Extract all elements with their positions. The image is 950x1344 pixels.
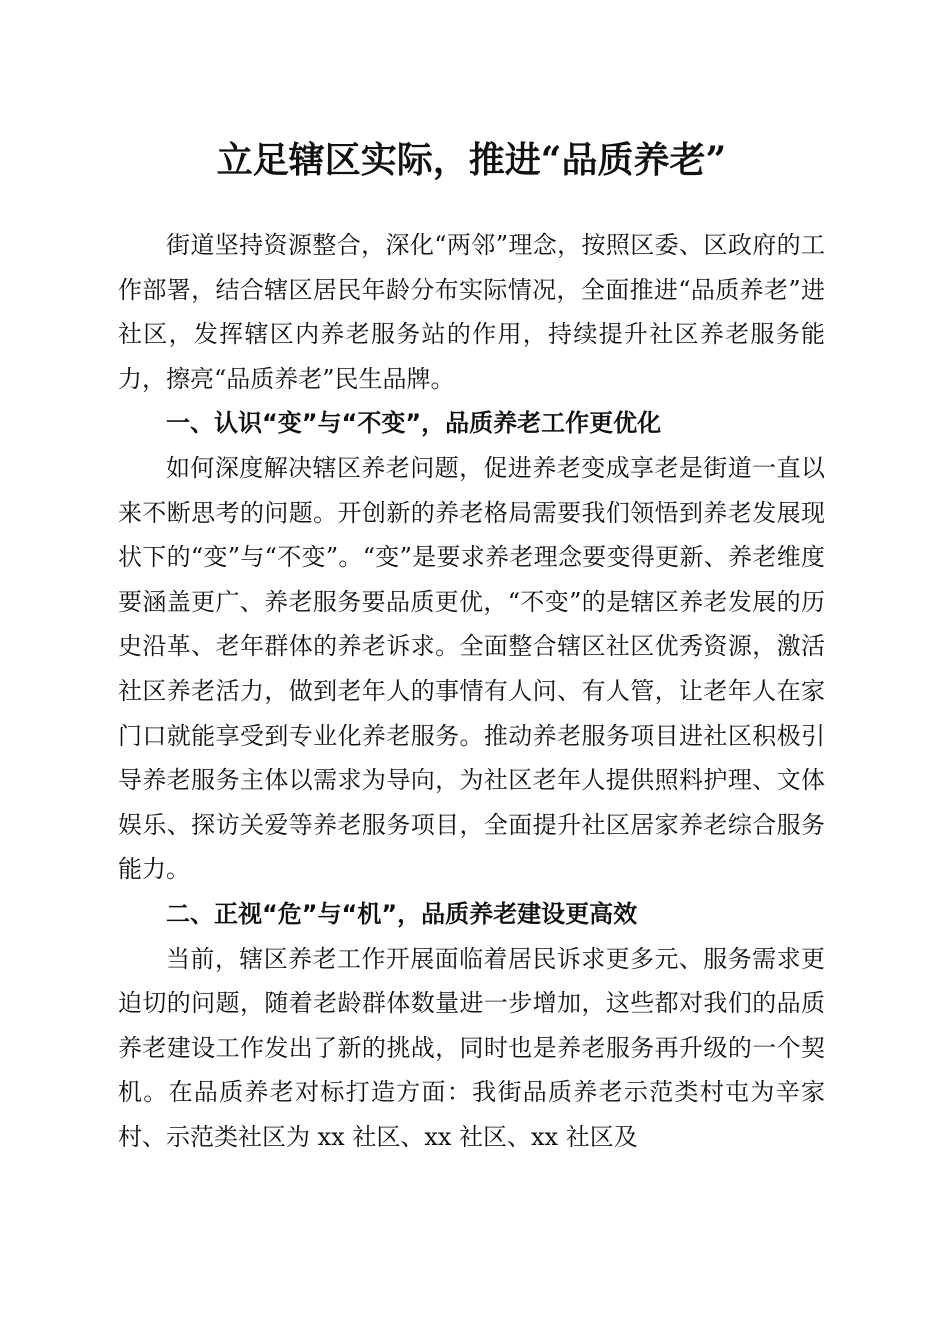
document-title: 立足辖区实际，推进“品质养老” <box>216 139 727 181</box>
section-1-heading: 一、认识“变”与“不变”，品质养老工作更优化 <box>166 409 662 438</box>
section-2-heading: 二、正视“危”与“机”，品质养老建设更高效 <box>166 899 638 928</box>
section-2-paragraph: 当前，辖区养老工作开展面临着居民诉求更多元、服务需求更迫切的问题，随着老龄群体数量进一步增加，这些都对我们的品质养老建设工作发出了新的挑战，同时也是养老服务再升级的一个契机。在品质养老对标打造方面：我街品质养老示范类村屯为辛家村、示范类社区为 xx 社区、xx 社区、xx 社区及 <box>118 944 825 1151</box>
document-body <box>118 223 825 1159</box>
section-1-paragraph: 如何深度解决辖区养老问题，促进养老变成享老是街道一直以来不断思考的问题。开创新的养老格局需要我们领悟到养老发展现状下的“变”与“不变”。“变”是要求养老理念要变得更新、养老维度要涵盖更广、养老服务要品质更优，“不变”的是辖区养老发展的历史沿革、老年群体的养老诉求。全面整合辖区社区优秀资源，激活社区养老活力，做到老年人的事情有人问、有人管，让老年人在家门口就能享受到专业化养老服务。推动养老服务项目进社区积极引导养老服务主体以需求为导向，为社区老年人提供照料护理、文体娱乐、探访关爱等养老服务项目，全面提升社区居家养老综合服务能力。 <box>118 453 825 884</box>
intro-paragraph: 街道坚持资源整合，深化“两邻”理念，按照区委、区政府的工作部署，结合辖区居民年龄分布实际情况，全面推进“品质养老”进社区，发挥辖区内养老服务站的作用，持续提升社区养老服务能力，擦亮“品质养老”民生品牌。 <box>118 231 825 393</box>
